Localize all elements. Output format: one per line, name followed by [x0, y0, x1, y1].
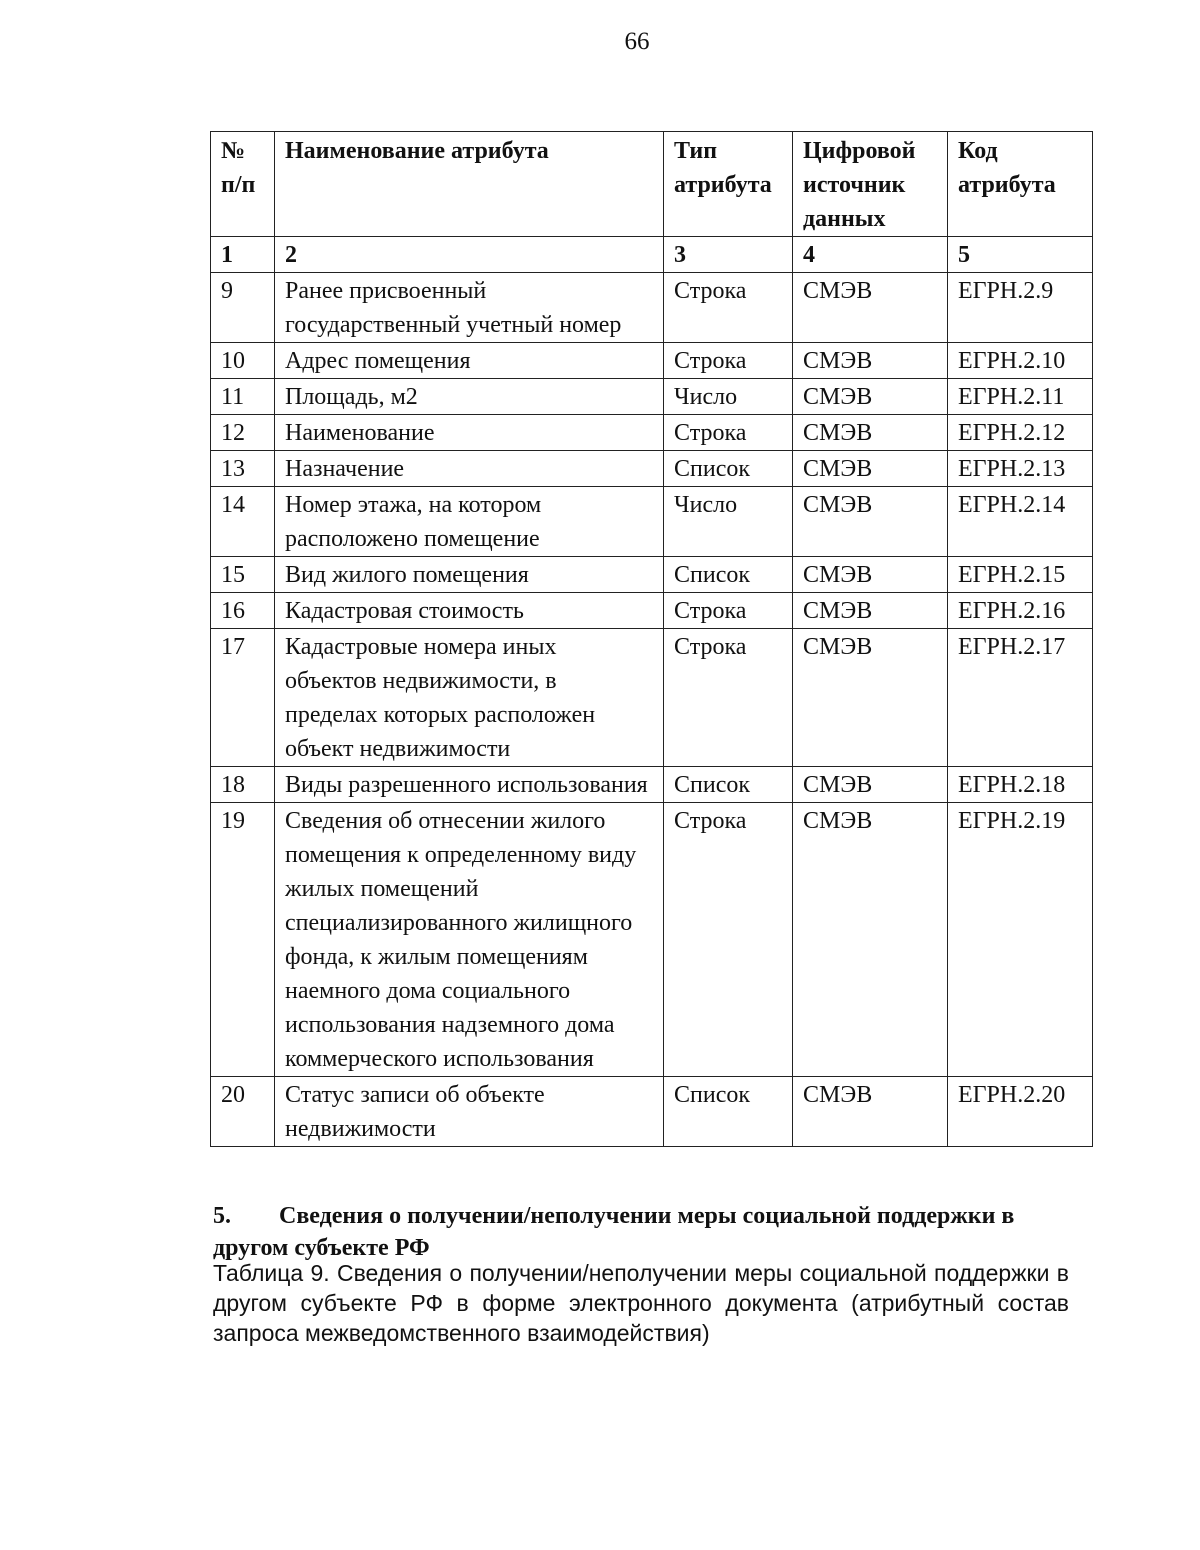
attribute-code: ЕГРН.2.12 [948, 415, 1093, 451]
attribute-code: ЕГРН.2.13 [948, 451, 1093, 487]
header-number: № п/п [211, 132, 275, 237]
attribute-type: Строка [664, 629, 793, 767]
attribute-name: Ранее присвоенный государственный учетный номер [275, 273, 664, 343]
row-number: 19 [211, 803, 275, 1077]
attribute-type: Список [664, 767, 793, 803]
table-row [211, 451, 1093, 487]
attribute-code: ЕГРН.2.20 [948, 1077, 1093, 1147]
column-number: 1 [211, 237, 275, 273]
table-row [211, 415, 1093, 451]
attribute-code: ЕГРН.2.18 [948, 767, 1093, 803]
header-data-source: Цифровой источник данных [793, 132, 948, 237]
table-row [211, 379, 1093, 415]
attribute-type: Список [664, 557, 793, 593]
attribute-type: Строка [664, 415, 793, 451]
column-number: 5 [948, 237, 1093, 273]
page-number: 66 [624, 28, 650, 55]
table-row [211, 593, 1093, 629]
attribute-type: Число [664, 379, 793, 415]
attribute-name: Кадастровая стоимость [275, 593, 664, 629]
row-number: 17 [211, 629, 275, 767]
attribute-type: Строка [664, 803, 793, 1077]
row-number: 13 [211, 451, 275, 487]
attributes-table [210, 131, 1093, 1147]
data-source: СМЭВ [793, 803, 948, 1077]
data-source: СМЭВ [793, 1077, 948, 1147]
data-source: СМЭВ [793, 593, 948, 629]
row-number: 11 [211, 379, 275, 415]
attribute-code: ЕГРН.2.16 [948, 593, 1093, 629]
attribute-code: ЕГРН.2.17 [948, 629, 1093, 767]
data-source: СМЭВ [793, 273, 948, 343]
attribute-code: ЕГРН.2.15 [948, 557, 1093, 593]
data-source: СМЭВ [793, 415, 948, 451]
row-number: 14 [211, 487, 275, 557]
table-header-row [211, 132, 1093, 237]
attribute-type: Строка [664, 593, 793, 629]
attribute-type: Список [664, 451, 793, 487]
attribute-code: ЕГРН.2.10 [948, 343, 1093, 379]
attribute-name: Вид жилого помещения [275, 557, 664, 593]
column-number: 4 [793, 237, 948, 273]
header-attribute-type: Тип атрибута [664, 132, 793, 237]
attribute-code: ЕГРН.2.19 [948, 803, 1093, 1077]
row-number: 10 [211, 343, 275, 379]
attribute-name: Виды разрешенного использования [275, 767, 664, 803]
attribute-name: Сведения об отнесении жилого помещения к определенному виду жилых помещений специализированного жилищного фонда, к жилым помещениям наемного дома социального использования надземного дома коммерческого использования [275, 803, 664, 1077]
data-source: СМЭВ [793, 487, 948, 557]
data-source: СМЭВ [793, 379, 948, 415]
attribute-type: Строка [664, 343, 793, 379]
attribute-name: Назначение [275, 451, 664, 487]
column-number-row [211, 237, 1093, 273]
attribute-name: Статус записи об объекте недвижимости [275, 1077, 664, 1147]
section-number: 5. [213, 1203, 231, 1229]
row-number: 15 [211, 557, 275, 593]
row-number: 20 [211, 1077, 275, 1147]
data-source: СМЭВ [793, 451, 948, 487]
row-number: 18 [211, 767, 275, 803]
attribute-name: Площадь, м2 [275, 379, 664, 415]
header-attribute-code: Код атрибута [948, 132, 1093, 237]
table-row [211, 803, 1093, 1077]
column-number: 2 [275, 237, 664, 273]
attribute-code: ЕГРН.2.14 [948, 487, 1093, 557]
table-row [211, 629, 1093, 767]
column-number: 3 [664, 237, 793, 273]
section-heading [213, 1200, 1073, 1264]
table-row [211, 487, 1093, 557]
attribute-type: Список [664, 1077, 793, 1147]
data-source: СМЭВ [793, 343, 948, 379]
attribute-name: Наименование [275, 415, 664, 451]
attribute-code: ЕГРН.2.9 [948, 273, 1093, 343]
data-source: СМЭВ [793, 767, 948, 803]
attribute-name: Кадастровые номера иных объектов недвижимости, в пределах которых расположен объект недвижимости [275, 629, 664, 767]
data-source: СМЭВ [793, 557, 948, 593]
attribute-name: Адрес помещения [275, 343, 664, 379]
section-title: Сведения о получении/неполучении меры социальной поддержки в другом субъекте РФ [213, 1203, 1015, 1261]
row-number: 16 [211, 593, 275, 629]
row-number: 12 [211, 415, 275, 451]
header-attribute-name: Наименование атрибута [275, 132, 664, 237]
table-row [211, 1077, 1093, 1147]
attribute-name: Номер этажа, на котором расположено помещение [275, 487, 664, 557]
table-row [211, 767, 1093, 803]
attribute-code: ЕГРН.2.11 [948, 379, 1093, 415]
table-row [211, 557, 1093, 593]
attribute-type: Число [664, 487, 793, 557]
table-caption: Таблица 9. Сведения о получении/неполучении меры социальной поддержки в другом субъекте РФ в форме электронного документа (атрибутный состав запроса межведомственного взаимодействия) [213, 1260, 1069, 1346]
attribute-type: Строка [664, 273, 793, 343]
data-source: СМЭВ [793, 629, 948, 767]
table-row [211, 343, 1093, 379]
table-row [211, 273, 1093, 343]
row-number: 9 [211, 273, 275, 343]
